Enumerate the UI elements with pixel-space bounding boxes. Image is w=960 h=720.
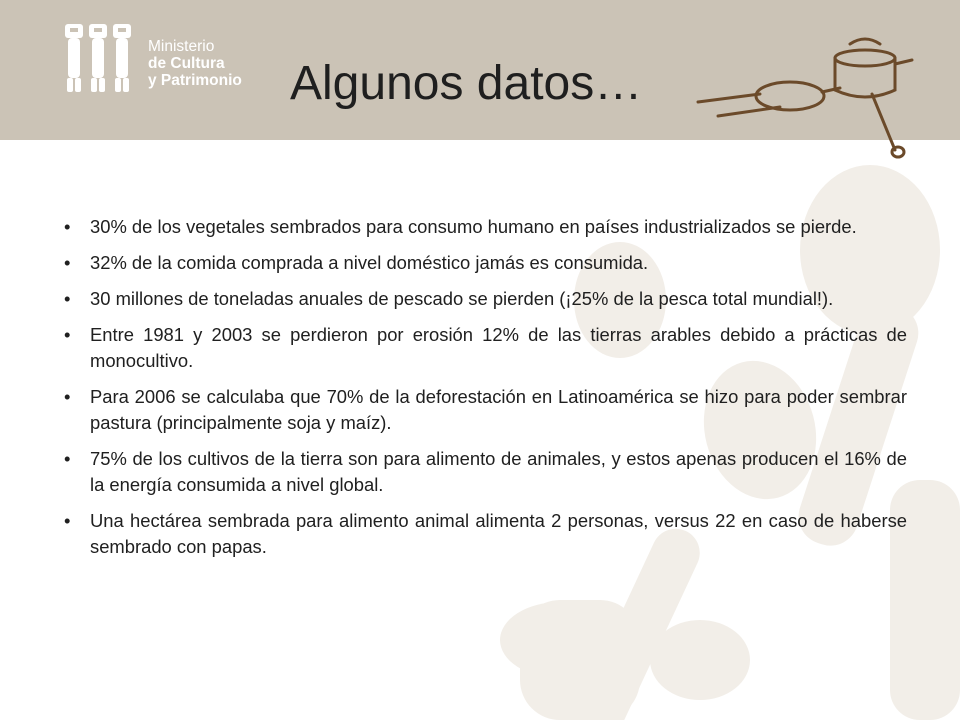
bullet-list xyxy=(64,214,907,570)
bullet-item-6: • 75% de los cultivos de la tierra son para alimento de animales, y estos apenas producen el 16% de la energía consumida a nivel global. xyxy=(64,446,907,498)
bullet-item-3: • 30 millones de toneladas anuales de pescado se pierden (¡25% de la pesca total mundial!). xyxy=(64,286,907,312)
slide-title: Algunos datos… xyxy=(290,57,643,110)
cooking-pans-icon xyxy=(690,30,940,160)
three-figures-logo-icon xyxy=(62,22,142,96)
bullet-item-1: • 30% de los vegetales sembrados para consumo humano en países industrializados se pierde. xyxy=(64,214,907,240)
logo-line-3: y Patrimonio xyxy=(148,72,242,89)
logo-line-1: Ministerio xyxy=(148,38,215,55)
bullet-item-2: • 32% de la comida comprada a nivel doméstico jamás es consumida. xyxy=(64,250,907,276)
logo-line-2: de Cultura xyxy=(148,55,225,72)
bullet-item-5: • Para 2006 se calculaba que 70% de la deforestación en Latinoamérica se hizo para poder sembrar pastura (principalmente soja y maíz). xyxy=(64,384,907,436)
ministry-logo-text xyxy=(148,38,242,89)
bullet-item-7: • Una hectárea sembrada para alimento animal alimenta 2 personas, versus 22 en caso de haberse sembrado con papas. xyxy=(64,508,907,560)
bullet-item-4: • Entre 1981 y 2003 se perdieron por erosión 12% de las tierras arables debido a prácticas de monocultivo. xyxy=(64,322,907,374)
